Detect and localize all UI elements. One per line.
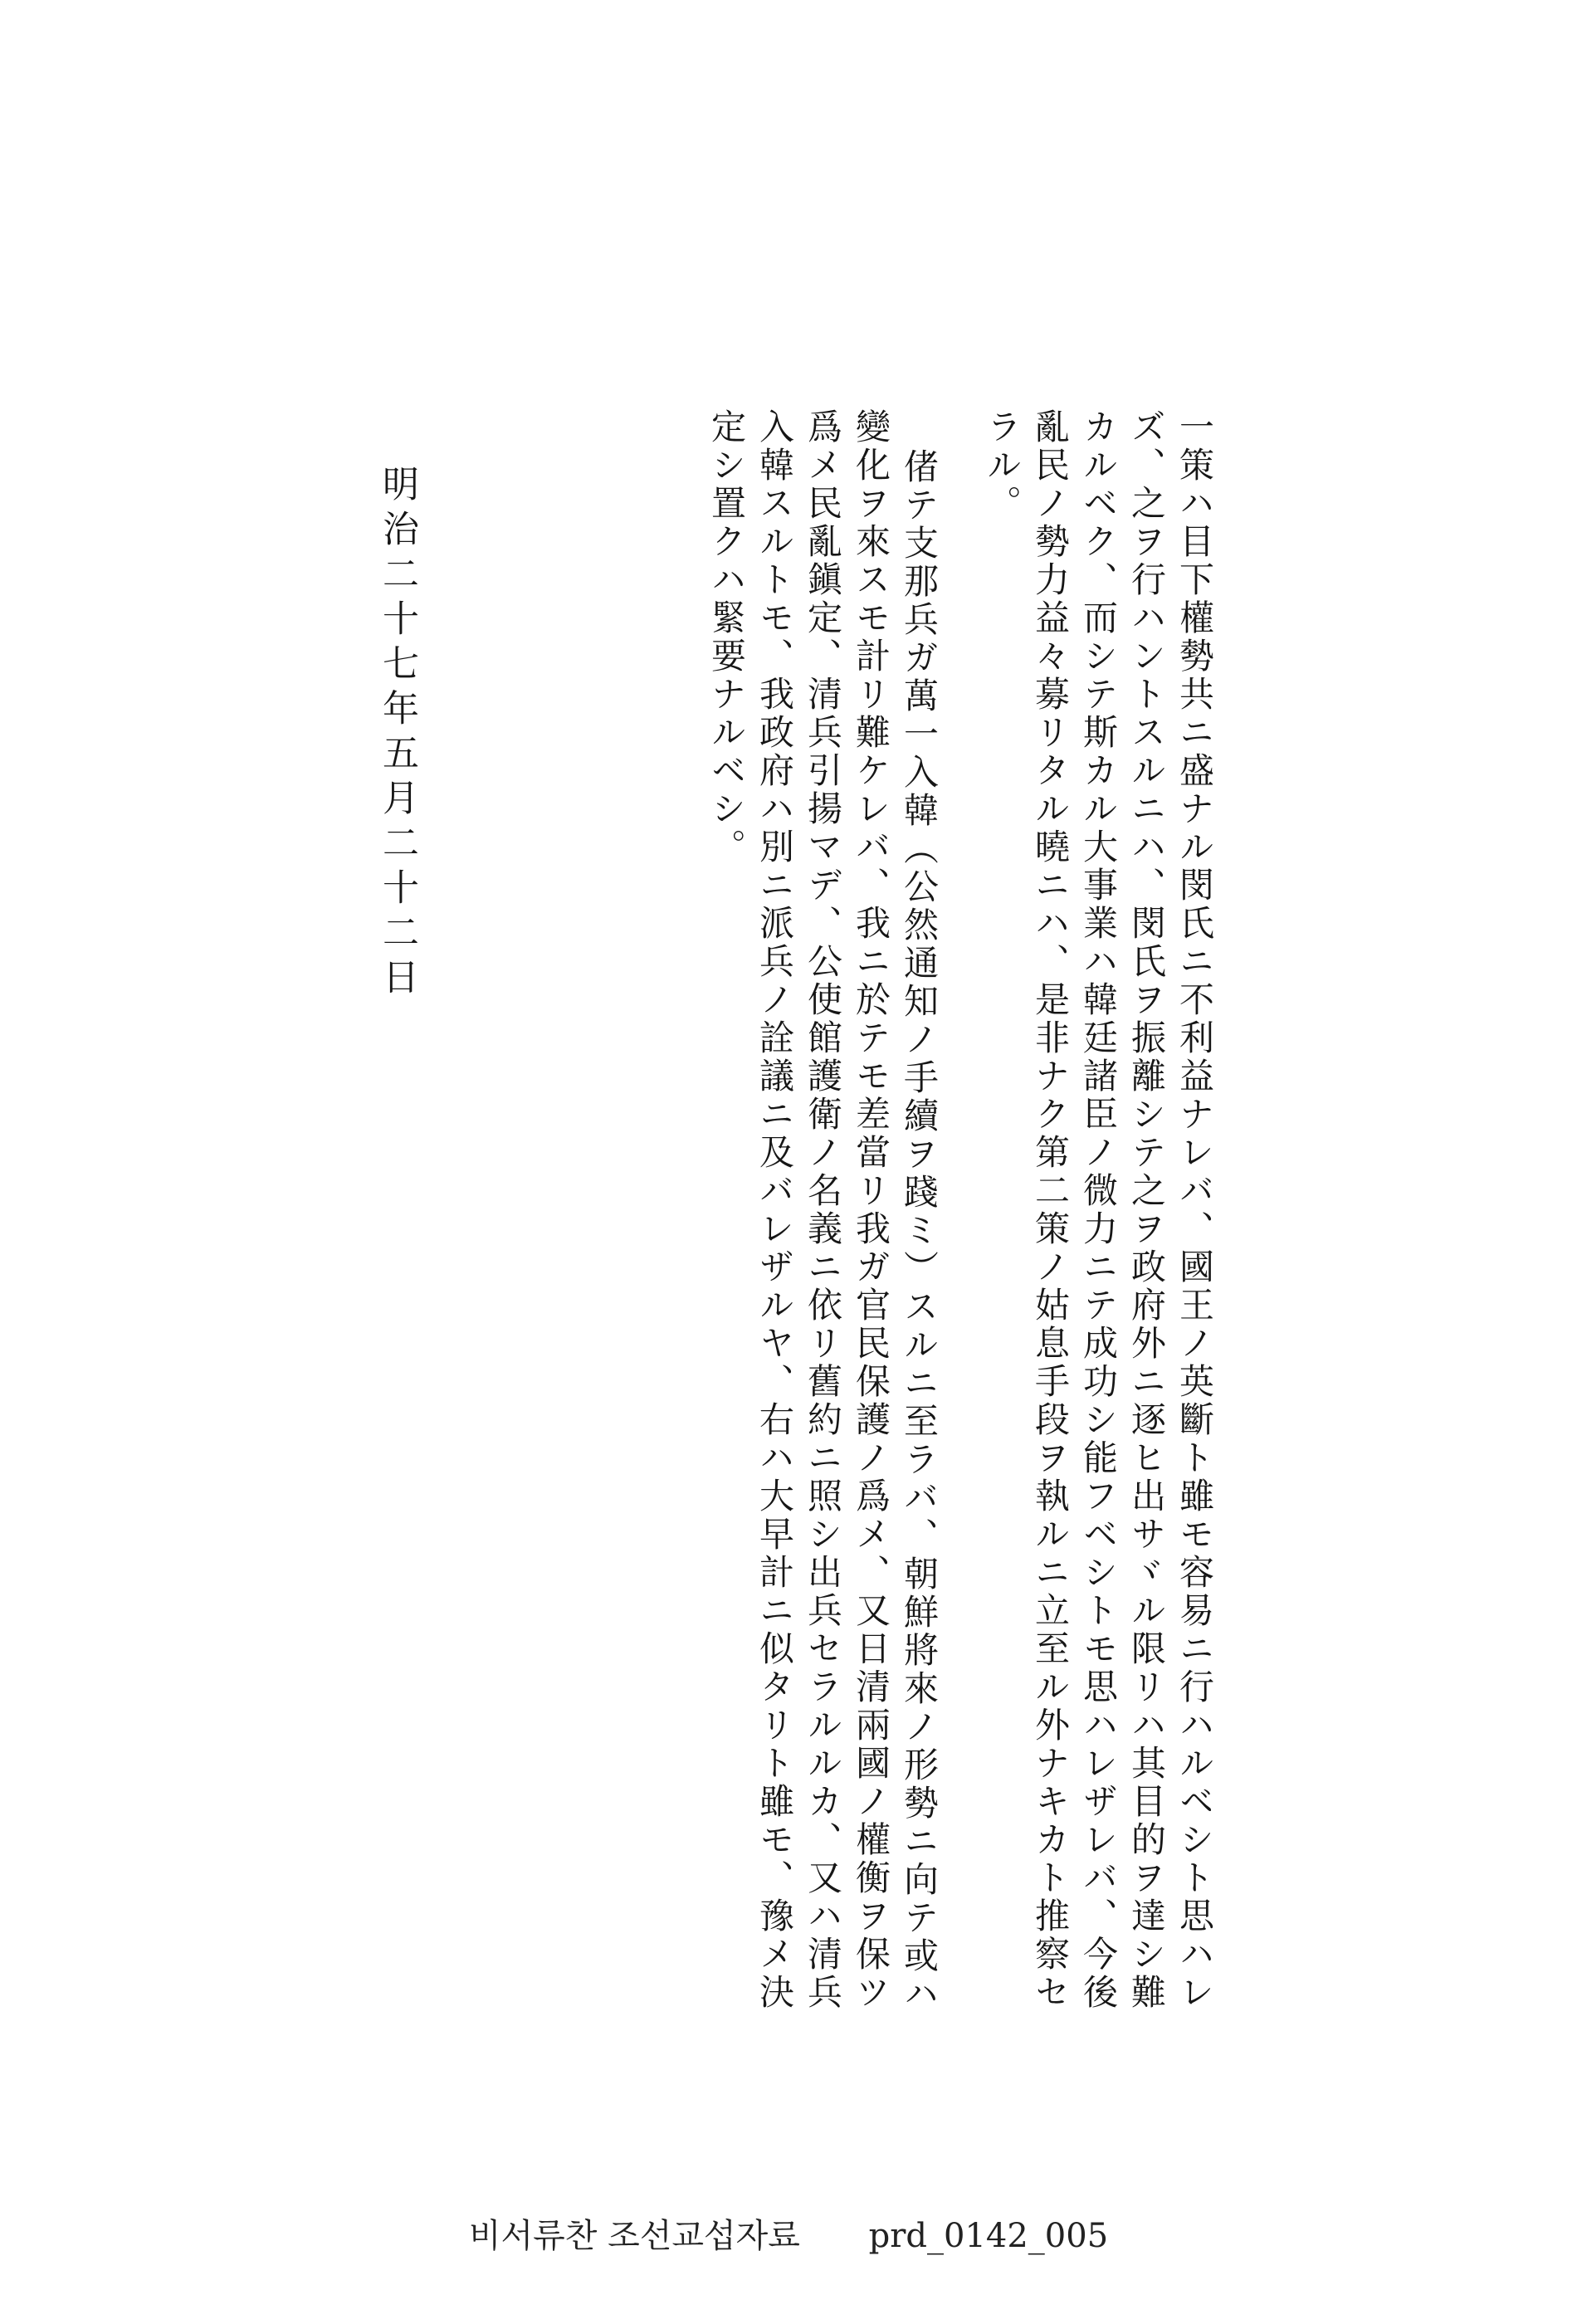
text-column-p1-3: カルベク、而シテ斯カル大事業ハ韓廷諸臣ノ微力ニテ成功シ能フベシトモ思ハレザレバ、今後 [1078, 408, 1119, 2012]
text-column-p1-1: 一策ハ目下權勢共ニ盛ナル閔氏ニ不利益ナレバ、國王ノ英斷ト雖モ容易ニ行ハルベシト思ハレ [1174, 408, 1215, 2012]
text-column-p2-2: 變化ヲ來スモ計リ難ケレバ、我ニ於テモ差當リ我ガ官民保護ノ爲メ、又日清兩國ノ權衡ヲ保ツ [851, 408, 891, 2012]
footer-collection-title: 비서류찬 조선교섭자료 [468, 2217, 800, 2255]
text-column-p2-3: 爲メ民亂鎭定、清兵引揚マデ、公使館護衛ノ名義ニ依リ舊約ニ照シ出兵セラルルカ、又ハ清兵 [803, 408, 843, 2012]
text-column-p2-4: 入韓スルトモ、我政府ハ別ニ派兵ノ詮議ニ及バレザルヤ、右ハ大早計ニ似タリト雖モ、豫メ決 [754, 408, 795, 2012]
document-date: 明治二十七年五月二十二日 [376, 465, 418, 1003]
text-column-p1-2: ズ、之ヲ行ハントスルニハ、閔氏ヲ振離シテ之ヲ政府外ニ逐ヒ出サヾル限リハ其目的ヲ達シ難 [1126, 408, 1167, 2012]
text-column-p1-5: ラル。 [982, 408, 1023, 523]
text-column-p2-1: 偖テ支那兵ガ萬一入韓（公然通知ノ手續ヲ踐ミ）スルニ至ラバ、朝鮮將來ノ形勢ニ向テ或ハ [899, 448, 940, 2014]
footer-page-id: prd_0142_005 [868, 2217, 1109, 2255]
text-column-p2-5: 定シ置クハ緊要ナルベシ。 [706, 408, 747, 867]
text-column-p1-4: 亂民ノ勢力益々募リタル曉ニハ、是非ナク第二策ノ姑息手段ヲ執ルニ立至ル外ナキカト推察セ [1030, 408, 1071, 2012]
page-footer [0, 2209, 1577, 2257]
